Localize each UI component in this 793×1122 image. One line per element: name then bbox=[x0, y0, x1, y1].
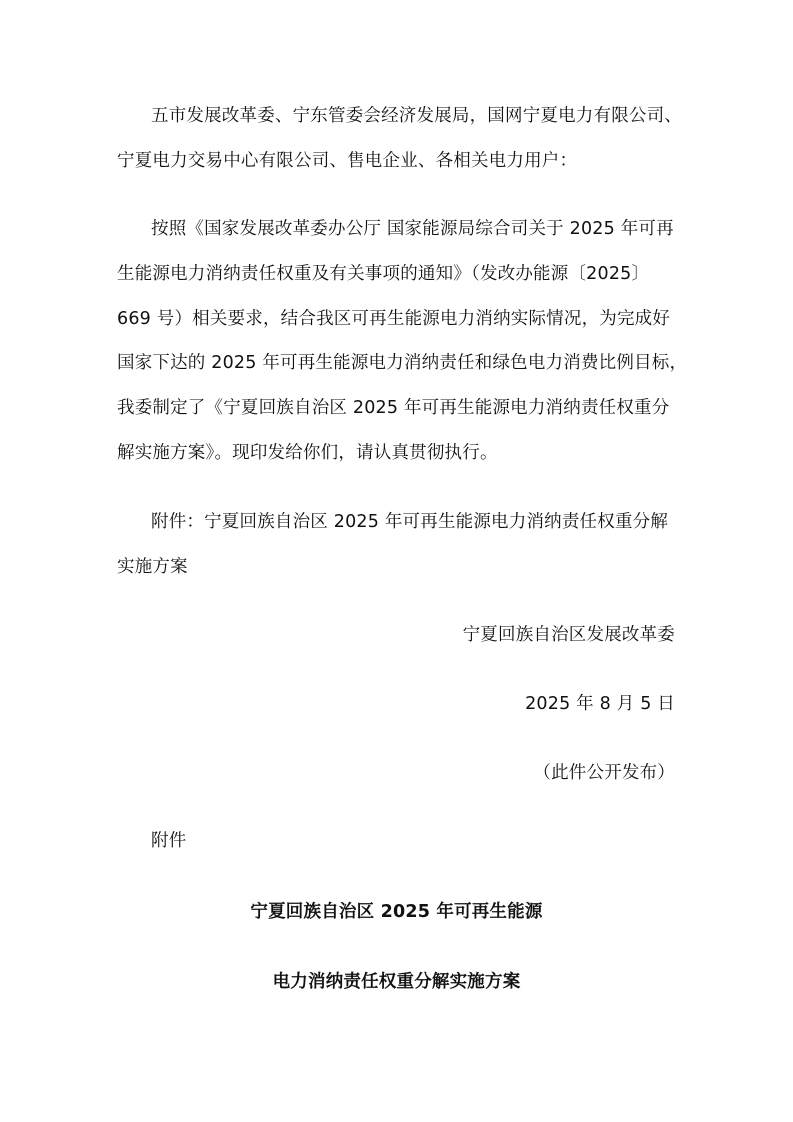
body-line-4: 国家下达的 2025 年可再生能源电力消纳责任和绿色电力消费比例目标， bbox=[117, 353, 688, 373]
body-line-1: 按照《国家发展改革委办公厅 国家能源局综合司关于 2025 年可再 bbox=[151, 219, 674, 239]
attachment-title-line-2: 电力消纳责任权重分解实施方案 bbox=[272, 972, 521, 992]
body-line-5: 我委制定了《宁夏回族自治区 2025 年可再生能源电力消纳责任权重分 bbox=[117, 398, 670, 418]
addressee-line-1: 五市发展改革委、宁东管委会经济发展局，国网宁夏电力有限公司、 bbox=[151, 106, 682, 126]
attachment-note-line-2: 实施方案 bbox=[117, 557, 188, 577]
body-line-6: 解实施方案》。现印发给你们，请认真贯彻执行。 bbox=[117, 443, 498, 463]
addressee-line-2: 宁夏电力交易中心有限公司、售电企业、各相关电力用户： bbox=[117, 151, 578, 171]
publication-note: （此件公开发布） bbox=[533, 763, 675, 783]
body-line-2: 生能源电力消纳责任权重及有关事项的通知》（发改办能源〔2025〕 bbox=[117, 264, 650, 284]
issuer-signature: 宁夏回族自治区发展改革委 bbox=[462, 625, 675, 645]
issue-date: 2025 年 8 月 5 日 bbox=[525, 694, 675, 714]
body-line-3: 669 号）相关要求，结合我区可再生能源电力消纳实际情况，为完成好 bbox=[117, 309, 671, 329]
attachment-note-line-1: 附件：宁夏回族自治区 2025 年可再生能源电力消纳责任权重分解 bbox=[151, 512, 669, 532]
attachment-label: 附件 bbox=[151, 831, 187, 851]
attachment-title-line-1: 宁夏回族自治区 2025 年可再生能源 bbox=[250, 902, 543, 922]
